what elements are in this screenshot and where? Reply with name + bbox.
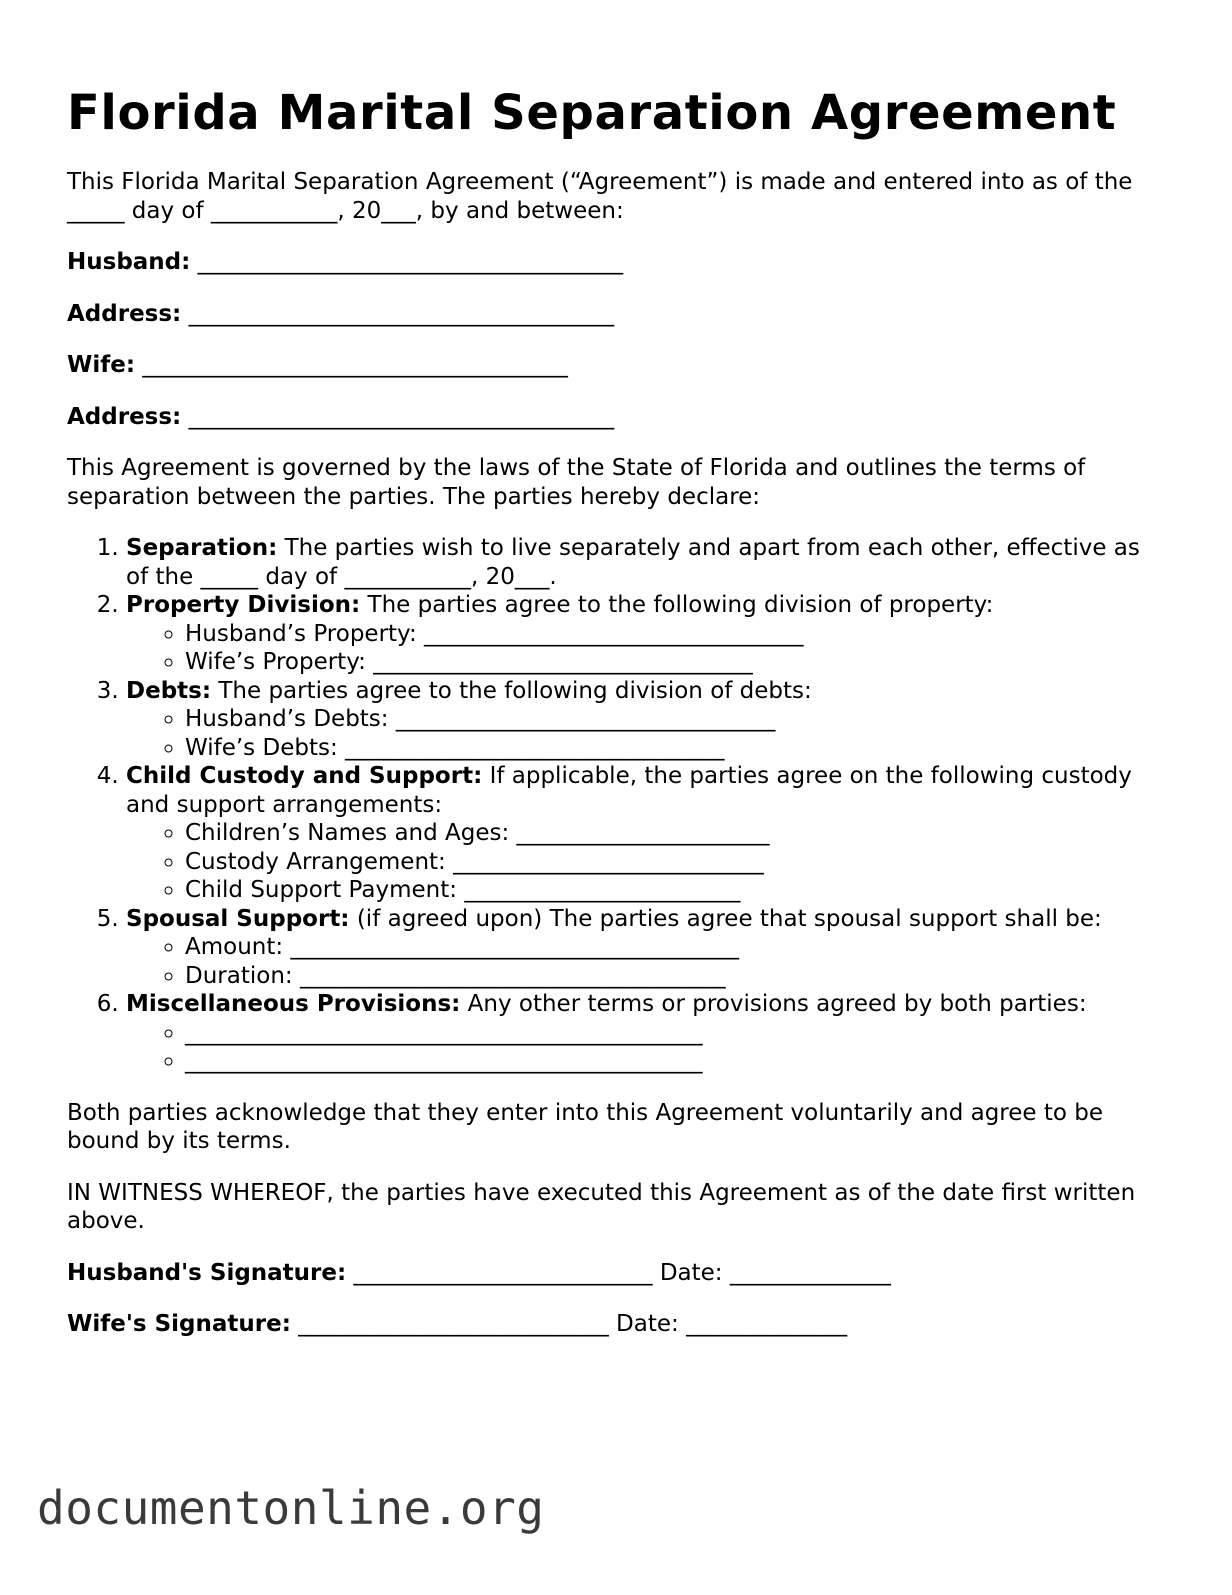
witness-paragraph: IN WITNESS WHEREOF, the parties have executed this Agreement as of the date first written above. [67, 1179, 1136, 1234]
term-label: Debts: [126, 677, 212, 704]
term-separation [126, 534, 1157, 591]
misc-sublist [126, 1019, 1157, 1076]
term-text: The parties agree to the following division of debts: [211, 677, 812, 704]
wife-date-label: Date: [616, 1311, 679, 1337]
husband-signature-line [67, 1259, 1157, 1288]
term-text: (if agreed upon) The parties agree that spousal support shall be: [349, 905, 1102, 932]
list-item: ◦ Wife’s Property: _________________________________ [185, 648, 1157, 677]
term-property-division [126, 591, 1157, 677]
list-item: ◦ Amount: _______________________________________ [185, 933, 1157, 962]
list-item: ◦ _____________________________________________ [185, 1019, 1157, 1048]
term-label: Property Division: [126, 592, 361, 618]
wife-name-blank: _____________________________________ [142, 352, 568, 378]
governing-law-paragraph: This Agreement is governed by the laws of the State of Florida and outlines the terms of separation between the parties. The parties hereby declare: [67, 455, 1086, 510]
term-child-custody [126, 762, 1157, 905]
term-debts [126, 677, 1157, 763]
list-item: ◦ Children’s Names and Ages: ______________________ [185, 819, 1157, 848]
list-item: ◦ Husband’s Debts: _________________________________ [185, 705, 1157, 734]
wife-signature-line [67, 1310, 1157, 1339]
wife-date-blank: ______________ [686, 1311, 848, 1337]
husband-name-line [67, 248, 1157, 277]
property-sublist [126, 620, 1157, 677]
term-label: Spousal Support: [126, 905, 350, 932]
wife-signature-blank: ___________________________ [298, 1311, 609, 1337]
husband-signature-label: Husband's Signature: [67, 1259, 347, 1286]
term-text: The parties wish to live separately and apart from each other, effective as of the _____ day of ___________, 20___. [126, 535, 1140, 590]
watermark-text: documentonline.org [37, 1481, 545, 1535]
husband-label: Husband: [67, 249, 191, 275]
spousal-sublist [126, 933, 1157, 990]
husband-address-label: Address: [67, 300, 182, 327]
term-text: The parties agree to the following division of property: [360, 592, 994, 618]
terms-list [67, 534, 1157, 1076]
husband-date-blank: ______________ [729, 1259, 891, 1286]
wife-name-line [67, 351, 1157, 380]
list-item: ◦ Wife’s Debts: _________________________________ [185, 734, 1157, 763]
wife-signature-label: Wife's Signature: [67, 1311, 291, 1337]
husband-signature-blank: __________________________ [353, 1259, 653, 1286]
husband-name-blank: _____________________________________ [197, 249, 624, 275]
list-item: ◦ Duration: _____________________________________ [185, 962, 1157, 991]
custody-sublist [126, 819, 1157, 905]
acknowledgement-paragraph: Both parties acknowledge that they enter into this Agreement voluntarily and agree to be bound by its terms. [67, 1099, 1104, 1154]
list-item: ◦ Child Support Payment: ________________________ [185, 876, 1157, 905]
term-spousal-support [126, 905, 1157, 991]
term-label: Miscellaneous Provisions: [126, 991, 461, 1017]
document-page [67, 78, 1157, 1339]
list-item: ◦ _____________________________________________ [185, 1047, 1157, 1076]
husband-address-blank: _____________________________________ [188, 300, 615, 327]
term-text: If applicable, the parties agree on the following custody and support arrangements: [126, 763, 1132, 818]
list-item: ◦ Husband’s Property: _________________________________ [185, 620, 1157, 649]
wife-address-blank: _____________________________________ [188, 403, 615, 430]
intro-paragraph: This Florida Marital Separation Agreement (“Agreement”) is made and entered into as of the _____ day of ___________, 20___, by and between: [67, 169, 1133, 224]
wife-address-line [67, 403, 1157, 432]
term-text: Any other terms or provisions agreed by both parties: [460, 991, 1087, 1017]
husband-date-label: Date: [659, 1259, 723, 1286]
term-miscellaneous [126, 990, 1157, 1076]
wife-address-label: Address: [67, 403, 182, 430]
term-label: Child Custody and Support: [126, 763, 483, 789]
list-item: ◦ Custody Arrangement: ___________________________ [185, 848, 1157, 877]
debts-sublist [126, 705, 1157, 762]
wife-label: Wife: [67, 352, 136, 378]
document-title: Florida Marital Separation Agreement [67, 85, 1117, 141]
husband-address-line [67, 300, 1157, 329]
term-label: Separation: [126, 535, 278, 561]
